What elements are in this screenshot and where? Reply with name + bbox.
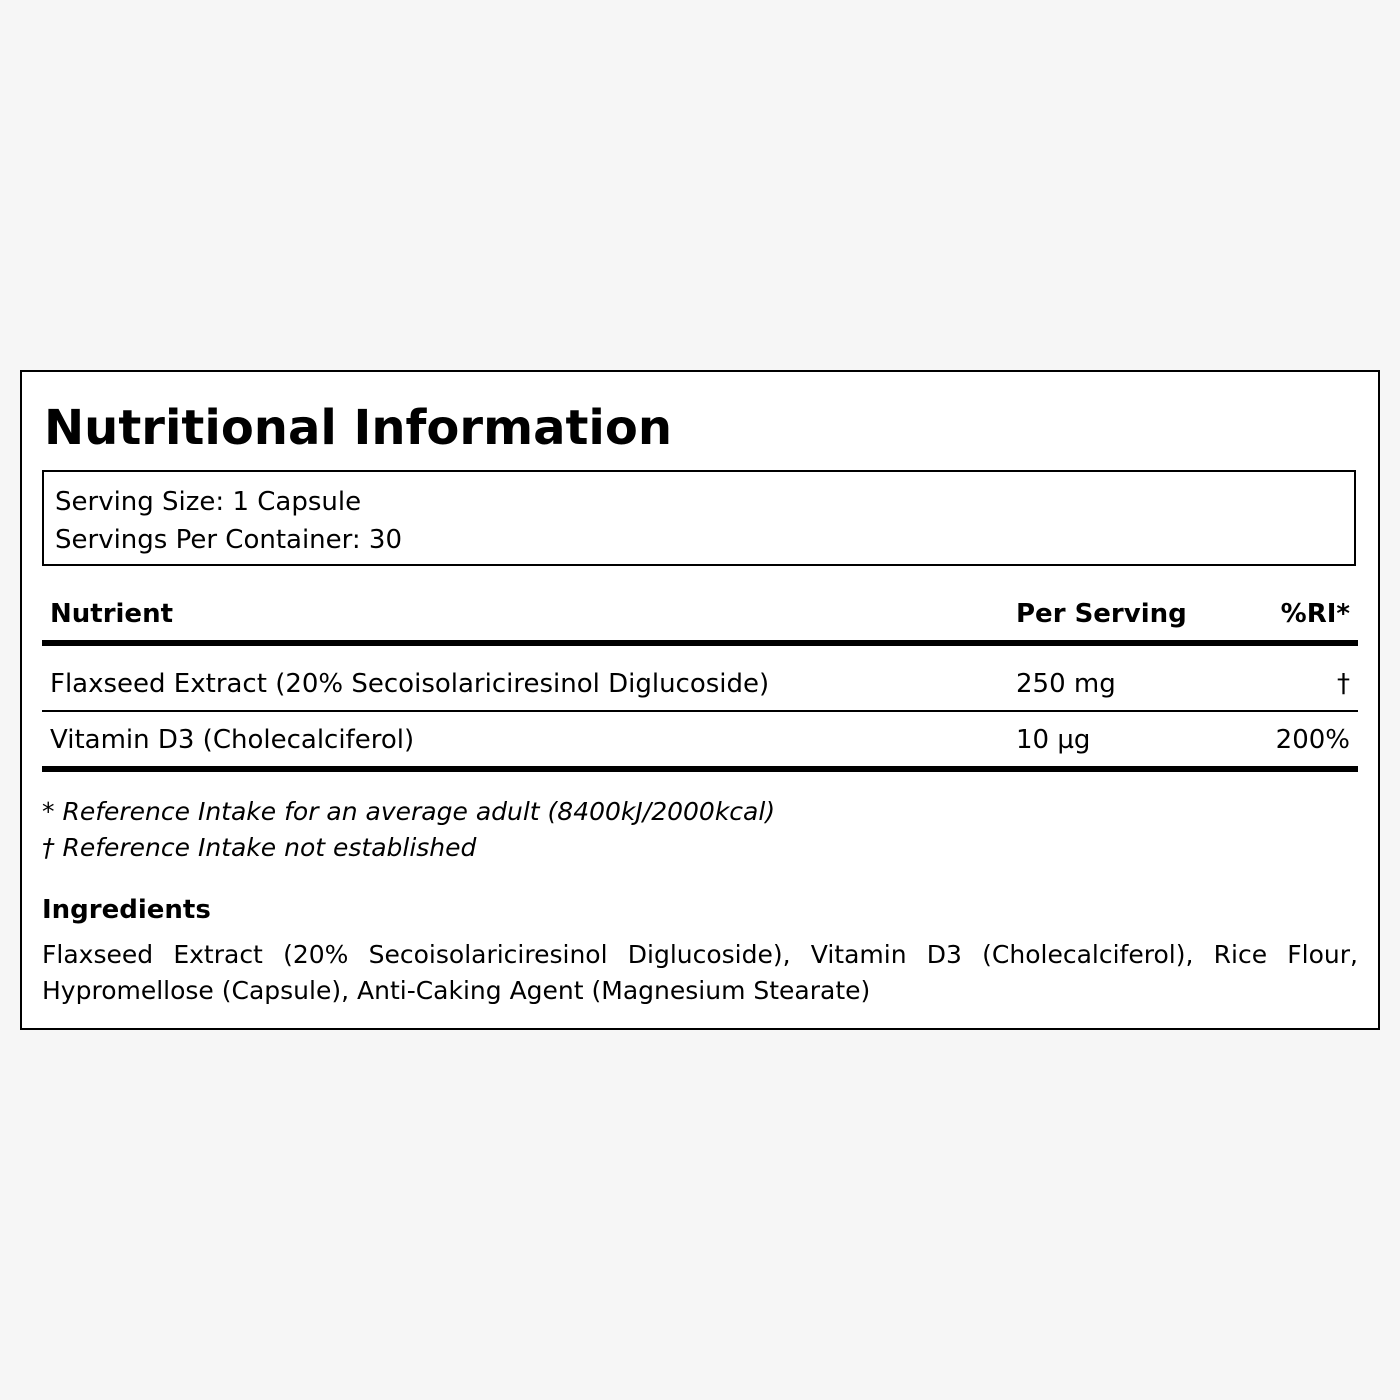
row-divider — [42, 710, 1358, 712]
ingredients-text: Flaxseed Extract (20% Secoisolariciresinol Diglucoside), Vitamin D3 (Cholecalciferol), Rice Flour, Hypromellose (Capsule), Anti-Caking Agent (Magnesium Stearate) — [42, 940, 1358, 1005]
header-divider — [42, 640, 1358, 646]
row-per-serving: 10 µg — [1016, 725, 1091, 755]
table-header-row — [42, 596, 1358, 636]
ingredients-heading: Ingredients — [42, 895, 211, 925]
header-ri: %RI* — [1280, 599, 1350, 629]
table-row — [42, 666, 1358, 706]
row-nutrient: Vitamin D3 (Cholecalciferol) — [50, 725, 415, 755]
nutrition-label-panel — [20, 370, 1380, 1030]
servings-per-container: Servings Per Container: 30 — [55, 525, 403, 555]
header-per-serving: Per Serving — [1016, 599, 1187, 629]
footnote-not-established: † Reference Intake not established — [42, 833, 477, 862]
table-row — [42, 722, 1358, 762]
row-ri: † — [1337, 669, 1350, 699]
header-nutrient: Nutrient — [50, 599, 174, 629]
table-bottom-divider — [42, 766, 1358, 772]
row-nutrient: Flaxseed Extract (20% Secoisolariciresinol Diglucoside) — [50, 669, 770, 699]
serving-info-box — [42, 470, 1356, 566]
label-title: Nutritional Information — [44, 400, 673, 456]
row-per-serving: 250 mg — [1016, 669, 1116, 699]
row-ri: 200% — [1275, 725, 1350, 755]
serving-size: Serving Size: 1 Capsule — [55, 487, 362, 517]
footnote-reference-intake: * Reference Intake for an average adult (8400kJ/2000kcal) — [42, 797, 776, 826]
